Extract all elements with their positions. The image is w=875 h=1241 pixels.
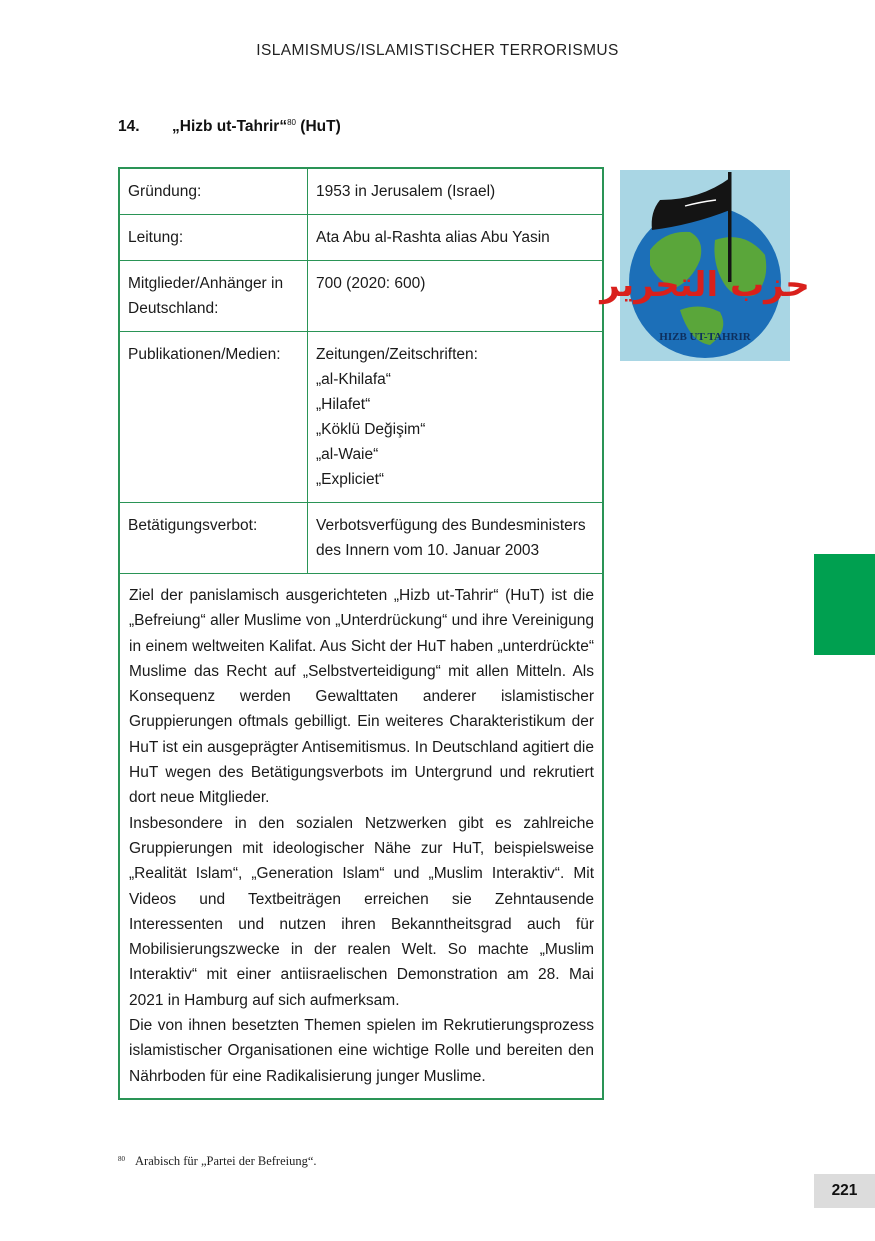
running-header: ISLAMISMUS/ISLAMISTISCHER TERRORISMUS [256, 42, 619, 59]
footnote-text: Arabisch für „Partei der Befreiung“. [135, 1154, 317, 1168]
section-title-text: „Hizb ut-Tahrir“ [172, 118, 288, 135]
infobox-row-publications [120, 332, 602, 503]
infobox-label: Publikationen/Medien: [120, 332, 308, 502]
description [120, 574, 602, 1098]
organization-infobox [118, 167, 604, 1100]
description-paragraph: Ziel der panislamisch ausgerichteten „Hizb ut-Tahrir“ (HuT) ist die „Befreiung“ aller Muslime von „Unterdrückung“ und ihre Vereinigung in einem weltweiten Kalifat. Aus Sicht der HuT haben „unterdrückte“ Muslime das Recht auf „Selbstverteidigung“ mit allen Mitteln. Als Konsequenz werden Gewalttaten anderer islamistischer Gruppierungen oftmals gebilligt. Ein weiteres Charakteristikum der HuT ist ein ausgeprägter Antisemitismus. In Deutschland agitiert die HuT wegen des Betätigungsverbots im Untergrund und rekrutiert dort neue Mitglieder. [129, 587, 594, 807]
value-line: „Expliciet“ [316, 471, 385, 488]
infobox-row-leadership [120, 215, 602, 261]
value-line: Verbotsverfügung des Bundesministers des Innern vom 10. Januar 2003 [316, 517, 586, 559]
value-line: „Hilafet“ [316, 396, 371, 413]
infobox-value [308, 261, 602, 331]
value-line: 1953 in Jerusalem (Israel) [316, 183, 496, 200]
infobox-row-members [120, 261, 602, 332]
description-paragraph: Insbesondere in den sozialen Netzwerken gibt es zahlreiche Gruppierungen mit ideologischer Nähe zur HuT, beispielsweise „Realität Islam“, „Generation Islam“ und „Muslim Interaktiv“. Mit Videos und Textbeiträgen erreichen sie Zehntausende Interessenten und nutzen ihren Bekanntheitsgrad auch für Mobilisierungszwecke in der realen Welt. So machte „Muslim Interaktiv“ mit einer antiisraelischen Demonstration am 28. Mai 2021 in Hamburg auf sich aufmerksam. [129, 814, 594, 1009]
description-paragraph: Die von ihnen besetzten Themen spielen im Rekrutierungsprozess islamistischer Organisationen eine wichtige Rolle und bereiten den Nährboden für eine Radikalisierung junger Muslime. [129, 1017, 594, 1085]
infobox-label: Mitglieder/Anhänger in Deutschland: [120, 261, 308, 331]
footnote-number: 80 [118, 1155, 125, 1163]
infobox-label: Gründung: [120, 169, 308, 214]
chapter-marker [814, 554, 875, 655]
value-line: „Köklü Değişim“ [316, 421, 426, 438]
value-line: „al-Waie“ [316, 446, 379, 463]
footnote-reference[interactable]: 80 [287, 118, 296, 127]
hizb-ut-tahrir-logo [600, 170, 810, 361]
infobox-row-ban [120, 503, 602, 574]
section-title [118, 118, 341, 136]
value-line: Zeitungen/Zeitschriften: [316, 346, 478, 363]
section-number: 14. [118, 118, 140, 135]
section-title-suffix: (HuT) [296, 118, 341, 135]
value-line: 700 (2020: 600) [316, 275, 426, 292]
infobox-value [308, 332, 602, 502]
infobox-value [308, 169, 602, 214]
infobox-value [308, 215, 602, 260]
value-line: Ata Abu al-Rashta alias Abu Yasin [316, 229, 550, 246]
footnote [118, 1154, 317, 1169]
logo-latin-text: HIZB UT-TAHRIR [659, 331, 751, 343]
logo-graphic [600, 170, 810, 361]
infobox-row-founding [120, 169, 602, 215]
infobox-label: Betätigungsverbot: [120, 503, 308, 573]
value-line: „al-Khilafa“ [316, 371, 391, 388]
infobox-label: Leitung: [120, 215, 308, 260]
logo-arabic-text: حزب التحرير [600, 265, 810, 305]
page-number: 221 [814, 1174, 875, 1208]
infobox-value [308, 503, 602, 573]
